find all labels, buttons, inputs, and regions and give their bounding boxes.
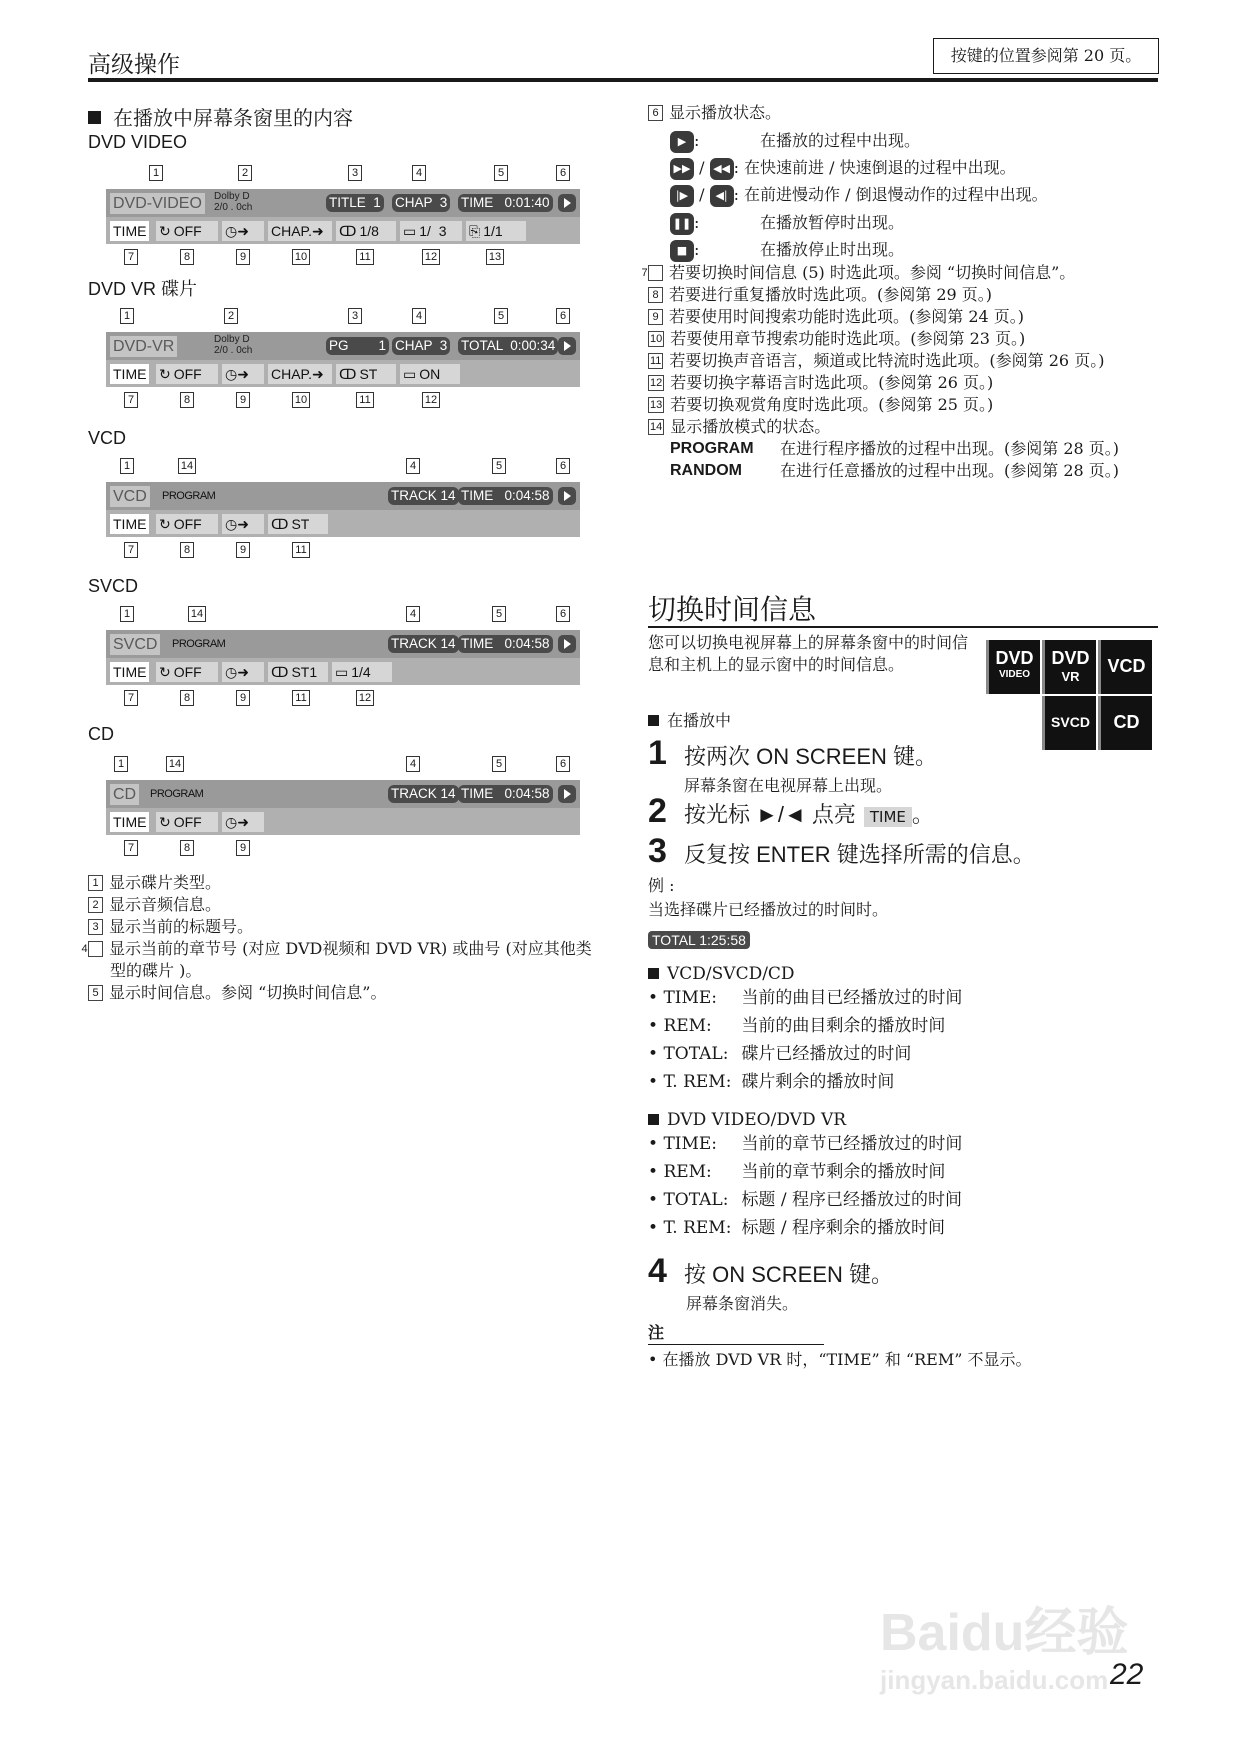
audio-button[interactable]: ↀ ST: [336, 364, 396, 384]
callout-number: 2: [238, 165, 252, 181]
stop-icon: ■: [670, 240, 694, 262]
callout-number: 4: [406, 756, 420, 772]
repeat-icon: ↻: [159, 664, 171, 680]
legend-item: 12 若要切换字幕语言时选此项。(参阅第 26 页。): [650, 373, 994, 392]
bullet-item: • TOTAL: 标题 / 程序已经播放过的时间: [648, 1190, 962, 1210]
osd-function-bar: [106, 217, 580, 244]
status-row-stop: ■ : 在播放停止时出现。: [670, 237, 904, 262]
subtitle-icon: ▭: [335, 664, 349, 680]
osd-function-bar: [106, 360, 580, 387]
play-mode-indicator: PROGRAM: [150, 788, 204, 800]
time-button[interactable]: TIME: [110, 221, 149, 241]
subtitle-button[interactable]: ▭ ON: [400, 364, 460, 384]
play-status-icon: [558, 487, 576, 505]
legend-item: 13 若要切换观赏角度时选此项。(参阅第 25 页。): [650, 395, 994, 414]
callout-number: 4: [412, 308, 426, 324]
callout-number: 5: [494, 165, 508, 181]
callout-number: 7: [124, 392, 138, 408]
group-vcd-svcd-cd: VCD/SVCD/CD • TIME: 当前的曲目已经播放过的时间 • REM: 当前的曲目剩余的播放时间 • TOTAL: 碟片已经播放过的时间 • T. REM: 碟片剩余的播放时间: [648, 964, 962, 1096]
disc-type-indicator: DVD-VIDEO: [110, 193, 205, 214]
section-title: 在播放中屏幕条窗里的内容: [88, 102, 353, 131]
chapter-indicator: CHAP 3: [392, 194, 450, 212]
track-indicator: TRACK 14: [388, 635, 459, 653]
osd-info-bar: [106, 780, 580, 808]
audio-info: Dolby D 2/0 . 0ch: [214, 334, 253, 356]
arrow-right-icon: ➜: [311, 366, 324, 382]
audio-button[interactable]: ↀ ST: [268, 514, 328, 534]
callout-number: 4: [406, 458, 420, 474]
legend-item: 14 显示播放模式的状态。: [650, 417, 831, 436]
subtitle-button[interactable]: ▭ 1/4: [332, 662, 392, 682]
callout-number: 9: [236, 542, 250, 558]
callout-number: 6: [556, 606, 570, 622]
play-status-icon: [558, 337, 576, 355]
title-indicator: TITLE 1: [326, 194, 384, 212]
play-mode-indicator: PROGRAM: [162, 490, 216, 502]
status-row-fast: ▶▶ / ◀◀ : 在快速前进 / 快速倒退的过程中出现。: [670, 155, 1016, 180]
slow-reverse-icon: ◀|: [710, 185, 734, 207]
callout-number: 11: [292, 690, 310, 706]
audio-circles-icon: ↀ: [271, 516, 289, 532]
disc-type-indicator: DVD-VR: [110, 336, 177, 357]
callout-number: 14: [166, 756, 184, 772]
callout-number: 13: [486, 249, 504, 265]
badge-vcd: VCD: [1098, 640, 1152, 694]
badge-dvd-vr: DVD VR: [1042, 640, 1096, 694]
during-play-label: 在播放中: [648, 708, 731, 731]
page-number: 22: [1110, 1658, 1144, 1691]
callout-number: 10: [292, 392, 310, 408]
step-2: 2 按光标 ►/◄ 点亮 TIME 。: [648, 792, 934, 830]
square-bullet-icon: [88, 111, 101, 124]
disc-label-dvd-vr: DVD VR 碟片: [88, 279, 198, 299]
callout-number: 7: [124, 249, 138, 265]
page-title: 高级操作: [88, 52, 180, 78]
heading-divider: [648, 626, 1158, 628]
callout-number: 7: [124, 542, 138, 558]
osd-info-bar: [106, 630, 580, 658]
mode-program: PROGRAM 在进行程序播放的过程中出现。(参阅第 28 页。): [670, 439, 1120, 458]
callout-number: 8: [180, 690, 194, 706]
note-block: 注 • 在播放 DVD VR 时，“TIME” 和 “REM” 不显示。: [648, 1320, 1031, 1370]
clock-arrow-icon: ◷➜: [225, 223, 249, 239]
callout-number: 5: [492, 756, 506, 772]
fast-forward-icon: ▶▶: [670, 158, 694, 180]
bullet-item: • T. REM: 标题 / 程序剩余的播放时间: [648, 1218, 945, 1238]
arrow-right-icon: ➜: [311, 223, 324, 239]
disc-label-svcd: SVCD: [88, 576, 139, 596]
time-button[interactable]: TIME: [110, 514, 149, 534]
audio-circles-icon: ↀ: [339, 366, 357, 382]
callout-number: 5: [492, 458, 506, 474]
callout-number: 8: [180, 840, 194, 856]
time-search-button[interactable]: [222, 364, 264, 384]
step-1: 1 按两次 ON SCREEN 键。 屏幕条窗在电视屏幕上出现。: [648, 734, 938, 795]
callout-number: 12: [422, 392, 440, 408]
time-indicator: TIME 0:04:58: [458, 487, 553, 505]
time-search-button[interactable]: [222, 221, 264, 241]
time-chip: TIME: [864, 807, 912, 827]
legend-item: 5 显示时间信息。参阅 “切换时间信息”。: [88, 982, 598, 1004]
callout-number: 9: [236, 690, 250, 706]
osd-function-bar: [106, 658, 580, 685]
legend-list: [81, 872, 598, 1004]
callout-number: 2: [224, 308, 238, 324]
callout-number: 12: [356, 690, 374, 706]
callout-number: 9: [236, 392, 250, 408]
time-indicator: TIME 0:04:58: [458, 785, 553, 803]
osd-panel-vcd: [106, 458, 580, 558]
play-icon: ▶: [670, 131, 694, 153]
callout-number: 9: [236, 840, 250, 856]
program-indicator: PG 1: [326, 337, 389, 355]
callout-number: 5: [492, 606, 506, 622]
callout-number: 14: [188, 606, 206, 622]
repeat-button[interactable]: ↻ OFF: [156, 662, 218, 682]
time-search-button[interactable]: [222, 662, 264, 682]
clock-arrow-icon: ◷➜: [225, 664, 249, 680]
repeat-button[interactable]: ↻ OFF: [156, 364, 218, 384]
osd-function-bar: [106, 808, 580, 835]
repeat-icon: ↻: [159, 366, 171, 382]
osd-panel-svcd: [106, 606, 580, 706]
square-bullet-icon: [648, 715, 659, 726]
time-search-button[interactable]: [222, 812, 264, 832]
status-row-slow: |▶ / ◀| : 在前进慢动作 / 倒退慢动作的过程中出现。: [670, 182, 1048, 207]
status-row-pause: ❚❚ : 在播放暂停时出现。: [670, 210, 904, 235]
time-search-button[interactable]: [222, 514, 264, 534]
disc-label-cd: CD: [88, 724, 114, 744]
subtitle-icon: ▭: [403, 366, 417, 382]
callout-number: 14: [178, 458, 196, 474]
track-indicator: TRACK 14: [388, 785, 459, 803]
legend-item: 4 显示当前的章节号 (对应 DVD视频和 DVD VR) 或曲号 (对应其他类型的碟片 )。: [81, 939, 592, 980]
badge-cd: CD: [1098, 696, 1152, 750]
callout-number: 4: [412, 165, 426, 181]
group-dvd: DVD VIDEO/DVD VR • TIME: 当前的章节已经播放过的时间 • REM: 当前的章节剩余的播放时间 • TOTAL: 标题 / 程序已经播放过的时间 • T. REM: 标题 / 程序剩余的播放时间: [648, 1110, 962, 1242]
step-3: 3 反复按 ENTER 键选择所需的信息。: [648, 832, 1035, 870]
osd-info-bar: [106, 482, 580, 510]
callout-number: 5: [494, 308, 508, 324]
callout-number: 1: [120, 606, 134, 622]
callout-number: 6: [556, 308, 570, 324]
osd-function-bar: [106, 510, 580, 537]
osd-info-bar: [106, 332, 580, 360]
audio-circles-icon: ↀ: [271, 664, 289, 680]
legend-item: 1 显示碟片类型。: [88, 872, 598, 894]
pause-icon: ❚❚: [670, 213, 694, 235]
callout-number: 6: [556, 756, 570, 772]
callout-number: 8: [180, 392, 194, 408]
play-mode-indicator: PROGRAM: [172, 638, 226, 650]
callout-number: 6: [556, 458, 570, 474]
repeat-icon: ↻: [159, 223, 171, 239]
callout-number: 1: [149, 165, 163, 181]
step-4: 4 按 ON SCREEN 键。 屏幕条窗消失。: [648, 1252, 894, 1313]
legend-item: 10 若要使用章节搜索功能时选此项。(参阅第 23 页。): [650, 329, 1026, 348]
chapter-search-button[interactable]: CHAP.➜: [268, 221, 332, 241]
example-block: 例 : 当选择碟片已经播放过的时间时。 TOTAL 1:25:58: [648, 876, 889, 948]
disc-type-indicator: CD: [110, 784, 139, 805]
badge-dvd-video: DVD VIDEO: [986, 640, 1040, 694]
callout-number: 7: [124, 690, 138, 706]
fast-reverse-icon: ◀◀: [710, 158, 734, 180]
repeat-icon: ↻: [159, 814, 171, 830]
square-bullet-icon: [648, 1114, 659, 1125]
disc-label-dvd-video: DVD VIDEO: [88, 132, 188, 152]
callout-number: 1: [120, 308, 134, 324]
repeat-button[interactable]: ↻ OFF: [156, 221, 218, 241]
callout-number: 12: [422, 249, 440, 265]
time-indicator: TIME 0:01:40: [458, 194, 553, 212]
osd-info-bar: [106, 189, 580, 217]
time-button[interactable]: TIME: [110, 812, 149, 832]
square-bullet-icon: [648, 968, 659, 979]
bullet-item: • T. REM: 碟片剩余的播放时间: [648, 1072, 895, 1092]
header-divider: [88, 78, 1158, 82]
legend-item: 7 若要切换时间信息 (5) 时选此项。参阅 “切换时间信息”。: [641, 263, 1076, 282]
bullet-item: • REM: 当前的曲目剩余的播放时间: [648, 1016, 946, 1036]
callout-number: 6: [556, 165, 570, 181]
callout-number: 1: [114, 756, 128, 772]
legend-item: 9 若要使用时间搜索功能时选此项。(参阅第 24 页。): [648, 306, 1158, 328]
badge-svcd: SVCD: [1042, 696, 1096, 750]
osd-panel-dvd-vr: [106, 308, 580, 408]
callout-number: 3: [348, 308, 362, 324]
repeat-icon: ↻: [159, 516, 171, 532]
clock-arrow-icon: ◷➜: [225, 814, 249, 830]
callout-number: 10: [292, 249, 310, 265]
disc-type-indicator: SVCD: [110, 634, 160, 655]
callout-number: 1: [120, 458, 134, 474]
callout-number: 11: [356, 249, 374, 265]
bullet-item: • TIME: 当前的章节已经播放过的时间: [648, 1134, 963, 1154]
callout-number: 11: [292, 542, 310, 558]
callout-number: 8: [180, 542, 194, 558]
subtitle-icon: ▭: [403, 223, 417, 239]
baidu-watermark: Baidu经验 jingyan.baidu.com: [880, 1604, 1129, 1695]
legend-item: 2 显示音频信息。: [88, 894, 598, 916]
bullet-item: • TOTAL: 碟片已经播放过的时间: [648, 1044, 912, 1064]
reference-note: 按键的位置参阅第 20 页。: [933, 38, 1159, 74]
callout-number: 3: [348, 165, 362, 181]
total-time-chip: TOTAL 1:25:58: [648, 931, 750, 949]
time-button[interactable]: TIME: [110, 364, 149, 384]
callout-number: 7: [124, 840, 138, 856]
section-heading-time-info: 切换时间信息: [648, 593, 817, 626]
legend-list-right: [641, 262, 1158, 482]
time-button[interactable]: TIME: [110, 662, 149, 682]
audio-circles-icon: ↀ: [339, 223, 357, 239]
track-indicator: TRACK 14: [388, 487, 459, 505]
clock-arrow-icon: ◷➜: [225, 366, 249, 382]
clock-arrow-icon: ◷➜: [225, 516, 249, 532]
total-time-indicator: TOTAL 0:00:34: [458, 337, 558, 355]
callout-number: 11: [356, 392, 374, 408]
mode-random: RANDOM 在进行任意播放的过程中出现。(参阅第 28 页。): [670, 461, 1120, 480]
legend-item: 8 若要进行重复播放时选此项。(参阅第 29 页。): [648, 284, 1158, 306]
play-status-icon: [558, 635, 576, 653]
note-heading: 注: [648, 1320, 824, 1345]
bullet-item: • REM: 当前的章节剩余的播放时间: [648, 1162, 946, 1182]
audio-button[interactable]: ↀ 1/8: [336, 221, 396, 241]
callout-number: 8: [180, 249, 194, 265]
osd-panel-dvd-video: [106, 165, 580, 265]
legend-item: 11 若要切换声音语言，频道或比特流时选此项。(参阅第 26 页。): [650, 351, 1105, 370]
status-row-play: ▶ : 在播放的过程中出现。: [670, 128, 920, 153]
chapter-search-button[interactable]: CHAP.➜: [268, 364, 332, 384]
osd-panel-cd: [106, 756, 580, 856]
legend-item: 3 显示当前的标题号。: [88, 916, 598, 938]
disc-type-indicator: VCD: [110, 486, 150, 507]
play-status-icon: [558, 785, 576, 803]
repeat-button[interactable]: ↻ OFF: [156, 812, 218, 832]
slow-forward-icon: |▶: [670, 185, 694, 207]
legend-item-6: 6 显示播放状态。: [648, 102, 781, 124]
play-status-icon: [558, 194, 576, 212]
time-indicator: TIME 0:04:58: [458, 635, 553, 653]
callout-number: 4: [406, 606, 420, 622]
camera-angle-icon: ⎘: [469, 223, 481, 239]
intro-text: 您可以切换电视屏幕上的屏幕条窗中的时间信息和主机上的显示窗中的时间信息。: [648, 633, 969, 674]
audio-button[interactable]: ↀ ST1: [268, 662, 328, 682]
disc-label-vcd: VCD: [88, 428, 127, 448]
angle-button[interactable]: ⎘ 1/1: [466, 221, 526, 241]
subtitle-button[interactable]: ▭ 1/ 3: [400, 221, 462, 241]
callout-number: 9: [236, 249, 250, 265]
chapter-indicator: CHAP 3: [392, 337, 450, 355]
bullet-item: • TIME: 当前的曲目已经播放过的时间: [648, 988, 963, 1008]
repeat-button[interactable]: ↻ OFF: [156, 514, 218, 534]
audio-info: Dolby D 2/0 . 0ch: [214, 191, 253, 213]
